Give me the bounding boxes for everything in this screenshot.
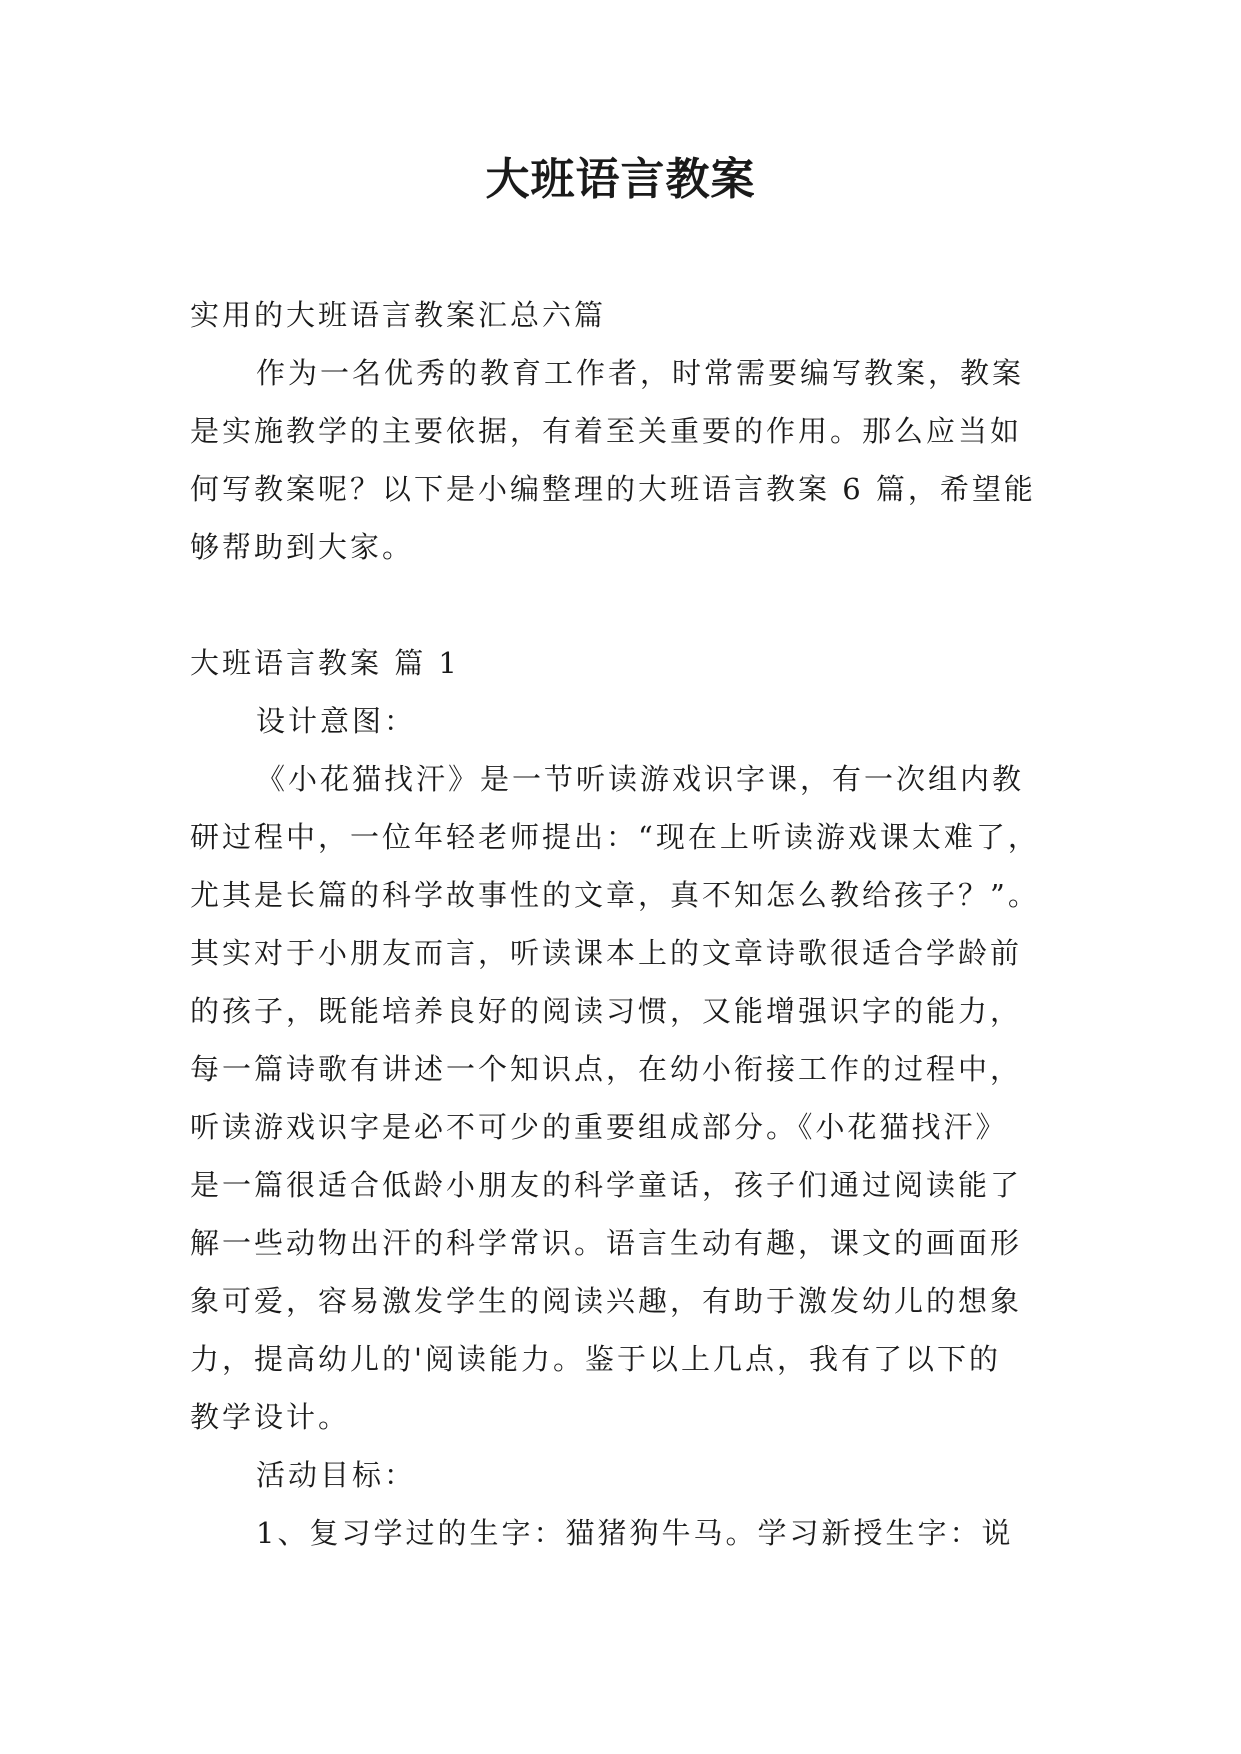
design-intent-line: 其实对于小朋友而言，听读课本上的文章诗歌很适合学龄前 [190,936,1023,970]
section-heading: 大班语言教案 篇 1 [190,646,460,680]
design-intent-line: 的孩子，既能培养良好的阅读习惯，又能增强识字的能力， [190,994,1023,1028]
paragraph-gap [190,576,1060,634]
document-title: 大班语言教案 [485,154,756,205]
activity-goal-1: 1、复习学过的生字：猫猪狗牛马。学习新授生字：说 [256,1516,1014,1550]
design-intent-line: 力，提高幼儿的'阅读能力。鉴于以上几点，我有了以下的 [190,1342,1001,1376]
document-subtitle: 实用的大班语言教案汇总六篇 [190,298,607,332]
activity-goals-label: 活动目标： [256,1458,417,1492]
design-intent-line: 研过程中，一位年轻老师提出：“现在上听读游戏课太难了， [190,820,1040,854]
design-intent-line: 是一篇很适合低龄小朋友的科学童话，孩子们通过阅读能了 [190,1168,1023,1202]
intro-paragraph [190,344,1060,576]
design-intent-line: 听读游戏识字是必不可少的重要组成部分。《小花猫找汗》 [190,1110,1008,1144]
intro-line: 作为一名优秀的教育工作者，时常需要编写教案，教案 [256,356,1025,390]
design-intent-line: 教学设计。 [190,1400,351,1434]
design-intent-paragraph [190,750,1060,1446]
document-body [190,286,1060,1562]
design-intent-line: 象可爱，容易激发学生的阅读兴趣，有助于激发幼儿的想象 [190,1284,1023,1318]
intro-line: 何写教案呢？以下是小编整理的大班语言教案 6 篇，希望能 [190,472,1036,506]
design-intent-label: 设计意图： [256,704,417,738]
intro-line: 是实施教学的主要依据，有着至关重要的作用。那么应当如 [190,414,1023,448]
design-intent-line: 解一些动物出汗的科学常识。语言生动有趣，课文的画面形 [190,1226,1023,1260]
intro-line: 够帮助到大家。 [190,530,415,564]
design-intent-line: 《小花猫找汗》是一节听读游戏识字课，有一次组内教 [256,762,1025,796]
design-intent-line: 尤其是长篇的科学故事性的文章，真不知怎么教给孩子？”。 [190,878,1040,912]
design-intent-line: 每一篇诗歌有讲述一个知识点，在幼小衔接工作的过程中， [190,1052,1023,1086]
